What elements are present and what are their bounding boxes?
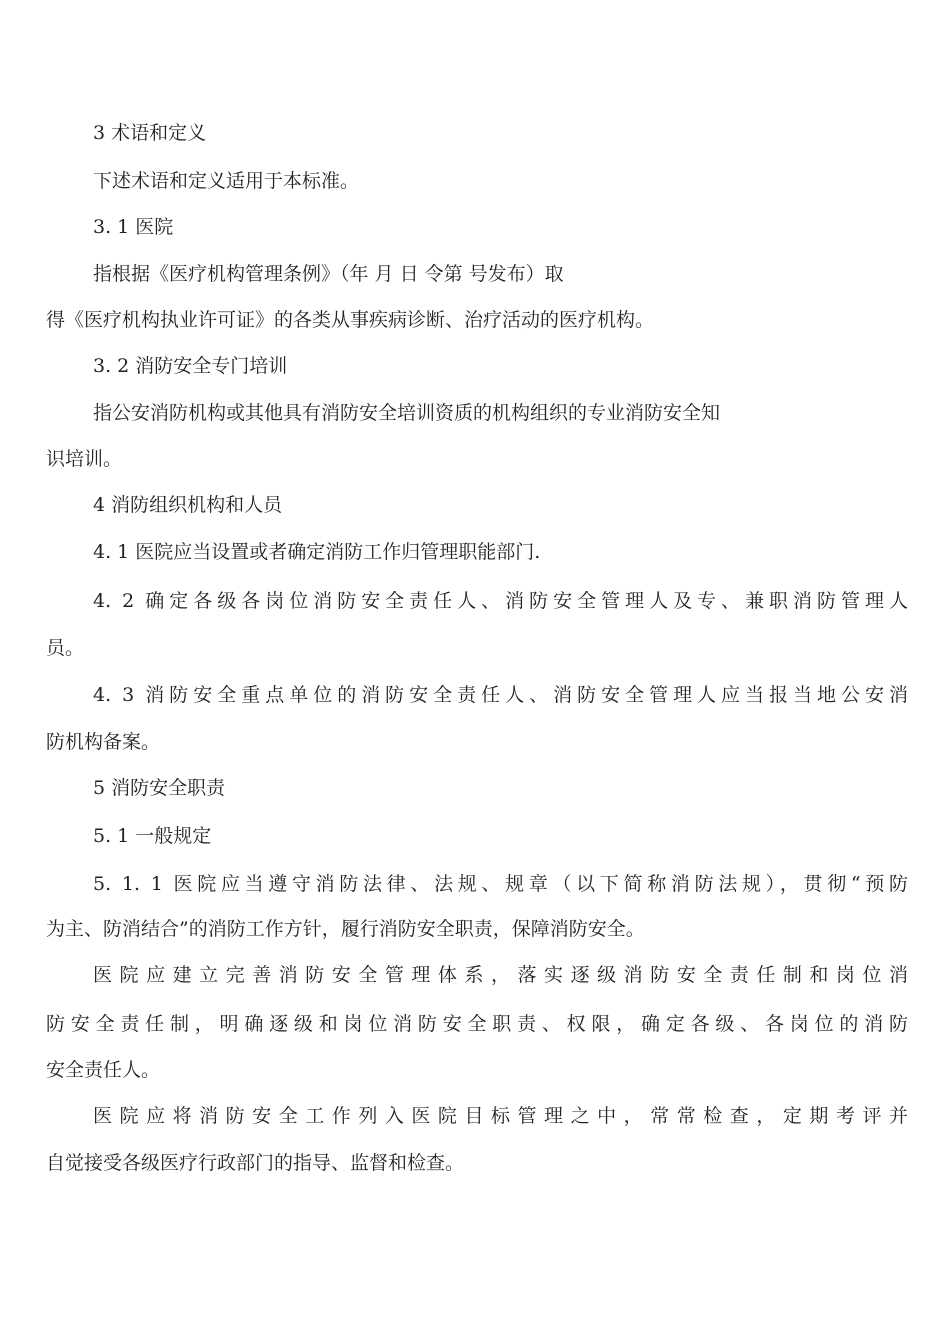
section-3-intro: 下述术语和定义适用于本标准。 [93, 170, 360, 192]
section-3-2-text-line-2: 识培训。 [46, 448, 123, 470]
section-3-1-heading: 3. 1 医院 [93, 216, 174, 238]
section-3-2-text-line-1: 指公安消防机构或其他具有消防安全培训资质的机构组织的专业消防安全知 [93, 402, 721, 424]
paragraph-system-line-3: 安全责任人。 [46, 1059, 161, 1081]
paragraph-target-line-2: 自觉接受各级医疗行政部门的指导、监督和检查。 [46, 1152, 465, 1174]
section-4-3-text-line-1: 4. 3 消防安全重点单位的消防安全责任人、消防安全管理人应当报当地公安消 [93, 684, 908, 706]
paragraph-system-line-2: 防安全责任制，明确逐级和岗位消防安全职责、权限，确定各级、各岗位的消防 [46, 1013, 908, 1035]
section-4-1-text: 4. 1 医院应当设置或者确定消防工作归管理职能部门. [93, 541, 541, 563]
section-4-2-text-line-1: 4. 2 确定各级各岗位消防安全责任人、消防安全管理人及专、兼职消防管理人 [93, 590, 908, 612]
section-3-1-text-line-1: 指根据《医疗机构管理条例》（年 月 日 令第 号发布）取 [93, 263, 564, 285]
section-3-heading: 3 术语和定义 [93, 122, 207, 144]
section-5-heading: 5 消防安全职责 [93, 777, 226, 799]
paragraph-target-line-1: 医院应将消防安全工作列入医院目标管理之中，常常检查，定期考评并 [93, 1105, 908, 1127]
section-5-1-heading: 5. 1 一般规定 [93, 825, 212, 847]
paragraph-system-line-1: 医院应建立完善消防安全管理体系，落实逐级消防安全责任制和岗位消 [93, 964, 908, 986]
section-3-2-heading: 3. 2 消防安全专门培训 [93, 355, 288, 377]
section-4-heading: 4 消防组织机构和人员 [93, 494, 283, 516]
section-3-1-text-line-2: 得《医疗机构执业许可证》的各类从事疾病诊断、治疗活动的医疗机构。 [46, 309, 655, 331]
section-4-2-text-line-2: 员。 [46, 637, 85, 659]
section-4-3-text-line-2: 防机构备案。 [46, 731, 161, 753]
section-5-1-1-text-line-1: 5. 1. 1 医院应当遵守消防法律、法规、规章（以下简称消防法规），贯彻“预防 [93, 873, 908, 895]
section-5-1-1-text-line-2: 为主、防消结合”的消防工作方针，履行消防安全职责，保障消防安全。 [46, 918, 645, 940]
